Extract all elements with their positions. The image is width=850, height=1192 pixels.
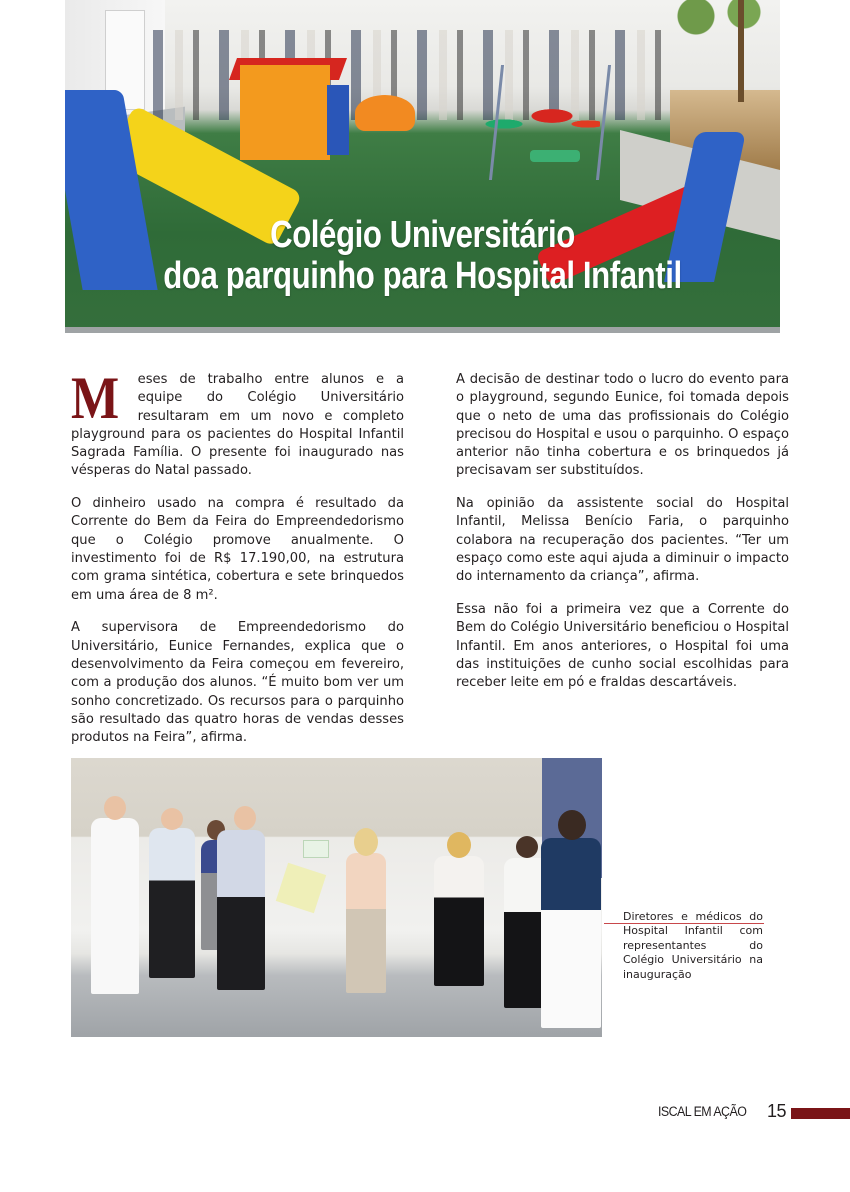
paragraph-text: eses de trabalho entre alunos e a equipe do Colégio Universitário resultaram em um novo e completo playground para os pacientes do Hospital Infantil Sagrada Família. O presente foi inaugurado nas vésperas do Natal passado.: [71, 372, 404, 479]
photo-person-head: [234, 806, 256, 830]
photo-person: [346, 853, 386, 993]
photo-leaves: [660, 0, 780, 40]
photo-playhouse: [240, 65, 330, 160]
publication-name: ISCAL EM AÇÃO: [658, 1104, 747, 1119]
photo-unveil-cloth: [276, 863, 326, 913]
paragraph: O dinheiro usado na compra é resultado da Corrente do Bem da Feira do Empreendedorismo que o Colégio promove anualmente. O investimento foi de R$ 17.190,00, na estrutura com grama sintética, cobertura e sete brinquedos em uma área de 8 m².: [71, 496, 404, 603]
photo-person-head: [447, 832, 471, 858]
photo-playhouse-door: [327, 85, 349, 155]
photo-person: [541, 838, 601, 1028]
photo-swing-frame: [489, 65, 611, 180]
article-column-left: [71, 365, 404, 762]
paragraph: Na opinião da assistente social do Hospital Infantil, Melissa Benício Faria, o parquinho colabora na recuperação dos pacientes. “Ter um espaço como este aqui ajuda a diminuir o impacto do internamento da criança”, afirma.: [456, 496, 789, 585]
paragraph: [71, 365, 404, 481]
photo-turtle-toy: [355, 95, 415, 131]
photo-person-head: [161, 808, 183, 830]
paragraph: A supervisora de Empreendedorismo do Universitário, Eunice Fernandes, explica que o desenvolvimento da Feira começou em fevereiro, com a produção dos alunos. “É muito bom ver um sonho concretizado. Os recursos para o parquinho são resultado das quatro horas de vendas desses produtos na Feira”, afirma.: [71, 620, 404, 746]
photo-person: [149, 828, 195, 978]
title-line-2: doa parquinho para Hospital Infantil: [163, 255, 682, 298]
inauguration-photo: [71, 758, 602, 1037]
photo-plaque: [303, 840, 329, 858]
photo-person: [91, 818, 139, 994]
photo-person-head: [104, 796, 126, 820]
photo-person-head: [558, 810, 586, 840]
photo-bottom-strip: [65, 327, 780, 333]
paragraph: Essa não foi a primeira vez que a Corrente do Bem do Colégio Universitário beneficiou o Hospital Infantil. Em anos anteriores, o Hospital foi uma das instituições de cunho social escolhidas para receber leite em pó e fraldas descartáveis.: [456, 602, 789, 691]
photo-tree: [738, 0, 744, 102]
drop-cap: M: [71, 365, 120, 431]
photo-person: [434, 856, 484, 986]
photo-swing-seat: [530, 150, 580, 162]
page-number: 15: [767, 1101, 787, 1121]
photo-person-head: [354, 828, 378, 856]
footer-accent-bar: [791, 1108, 850, 1119]
paragraph: A decisão de destinar todo o lucro do evento para o playground, segundo Eunice, foi tomada depois que o neto de uma das profissionais do Colégio precisou do Hospital e usou o parquinho. O espaço anterior não tinha cobertura e os brinquedos já precisavam ser substituídos.: [456, 372, 789, 479]
page-title: [65, 215, 780, 297]
title-line-1: Colégio Universitário: [270, 214, 575, 256]
photo-person: [217, 830, 265, 990]
article-column-right: [456, 371, 789, 707]
photo-caption: Diretores e médicos do Hospital Infantil com representantes do Colégio Universitário na inauguração: [623, 910, 763, 981]
photo-person-head: [516, 836, 538, 858]
